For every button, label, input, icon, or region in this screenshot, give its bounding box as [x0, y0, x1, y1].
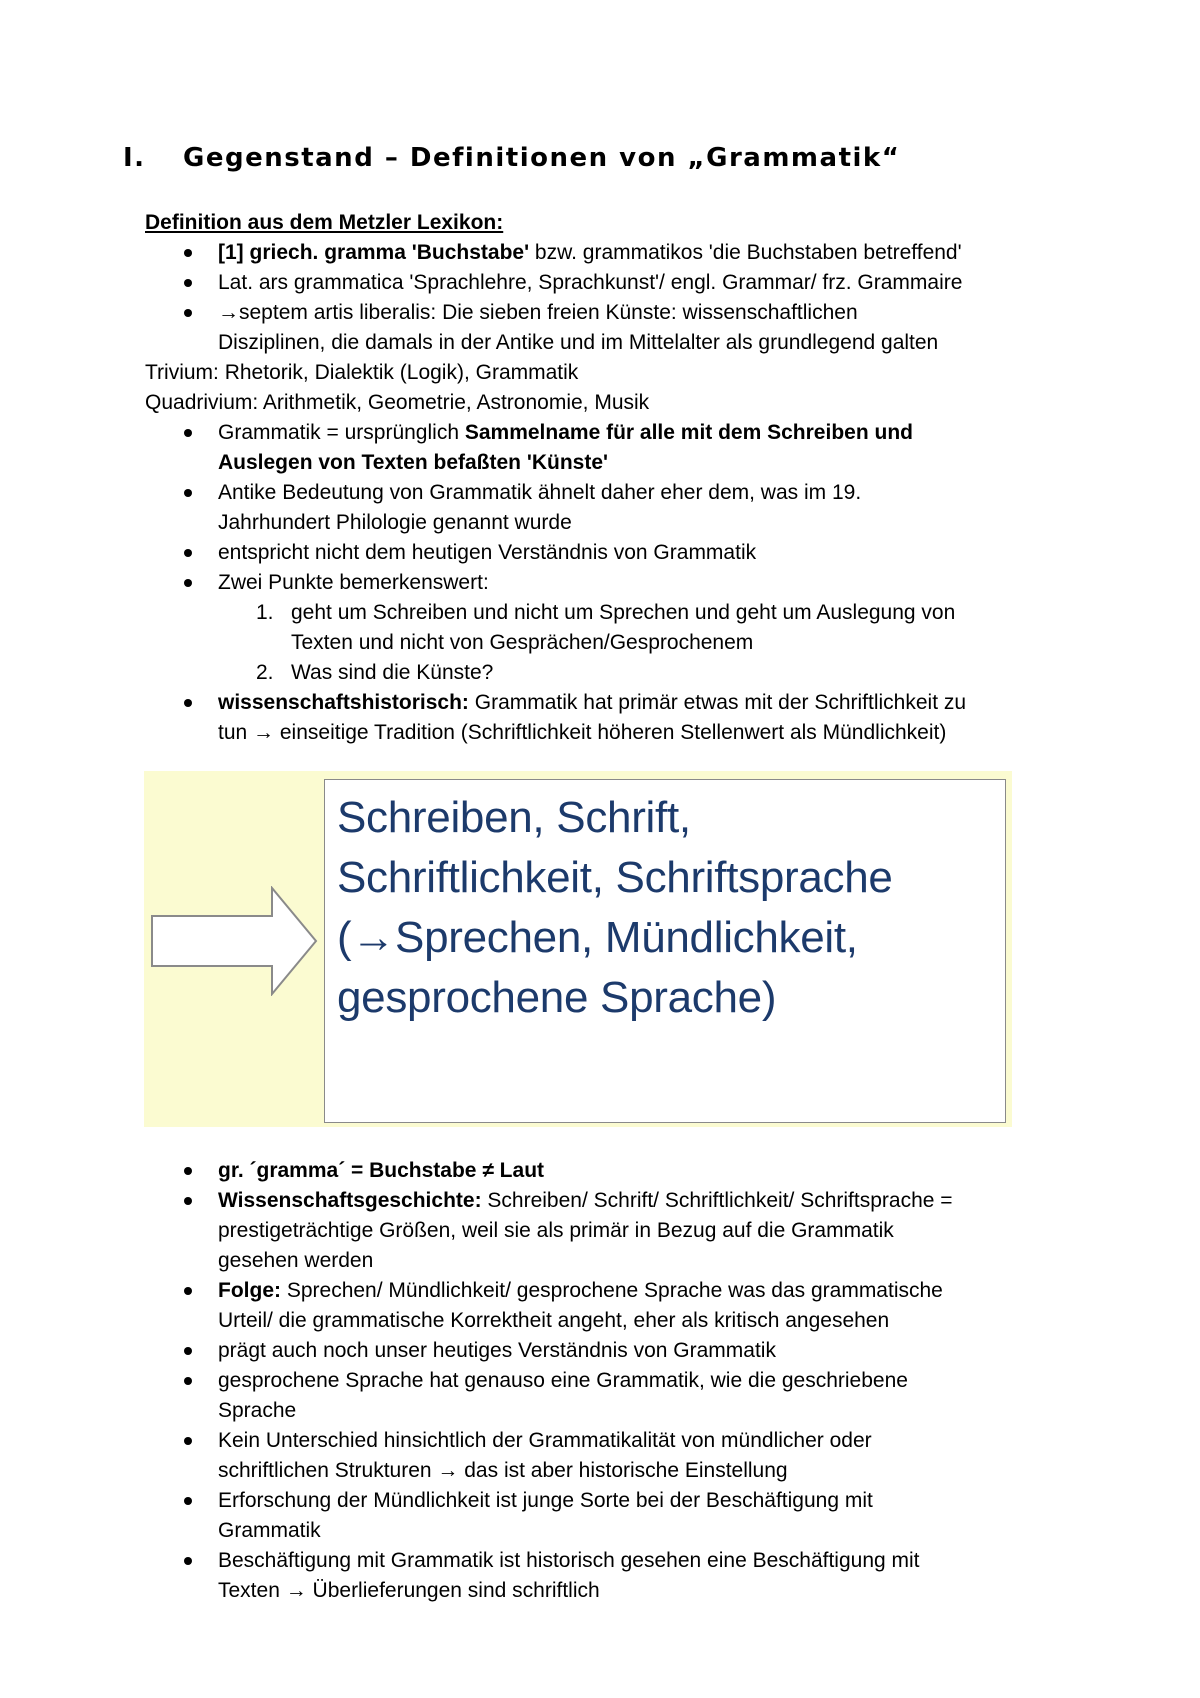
- trivium-line: Trivium: Rhetorik, Dialektik (Logik), Grammatik: [145, 361, 579, 384]
- list-item: [145, 238, 1045, 268]
- list-item: entspricht nicht dem heutigen Verständnis von Grammatik: [145, 538, 1045, 568]
- definition-section: [145, 208, 1045, 748]
- list-item: [145, 1276, 1045, 1336]
- consequences-section: [145, 1156, 1045, 1606]
- list-item: [145, 298, 1045, 358]
- bold-text: [1] griech. gramma 'Buchstabe': [218, 241, 530, 264]
- numbered-list: [218, 598, 1045, 688]
- list-item: [145, 478, 1045, 538]
- item-line: prestigeträchtige Größen, weil sie als primär in Bezug auf die Grammatik: [218, 1219, 894, 1242]
- item-line: Jahrhundert Philologie genannt wurde: [218, 511, 572, 534]
- consequences-list: [145, 1156, 1045, 1606]
- item-line: Erforschung der Mündlichkeit ist junge Sorte bei der Beschäftigung mit: [218, 1489, 873, 1512]
- item-text: Schreiben/ Schrift/ Schriftlichkeit/ Schriftsprache =: [481, 1189, 953, 1212]
- quadrivium-line: Quadrivium: Arithmetik, Geometrie, Astronomie, Musik: [145, 391, 650, 414]
- item-text: Zwei Punkte bemerkenswert:: [218, 571, 489, 594]
- item-line: Sprache: [218, 1399, 297, 1422]
- item-line: Grammatik: [218, 1519, 321, 1542]
- item-line: gesprochene Sprache hat genauso eine Grammatik, wie die geschriebene: [218, 1369, 908, 1392]
- bold-text: Auslegen von Texten befaßten 'Künste': [218, 451, 608, 474]
- heading-number: I.: [123, 143, 146, 173]
- item-line: →septem artis liberalis: Die sieben freien Künste: wissenschaftlichen: [218, 301, 858, 324]
- item-line: Texten → Überlieferungen sind schriftlich: [218, 1579, 600, 1602]
- item-line: gesehen werden: [218, 1249, 374, 1272]
- item-text: Sprechen/ Mündlichkeit/ gesprochene Sprache was das grammatische: [281, 1279, 943, 1302]
- item-text: Grammatik hat primär etwas mit der Schriftlichkeit zu: [468, 691, 967, 714]
- item-line: Antike Bedeutung von Grammatik ähnelt daher eher dem, was im 19.: [218, 481, 862, 504]
- grammar-list: [145, 418, 1045, 748]
- slide-figure: [144, 771, 1012, 1127]
- item-line: tun → einseitige Tradition (Schriftlichkeit höheren Stellenwert als Mündlichkeit): [218, 721, 947, 744]
- list-item: [145, 1366, 1045, 1426]
- right-arrow-icon: [150, 886, 320, 996]
- numbered-item: [218, 598, 1045, 658]
- list-item: [145, 1546, 1045, 1606]
- bold-text: Folge:: [218, 1279, 281, 1302]
- list-item: [145, 1156, 1045, 1186]
- list-item: Lat. ars grammatica 'Sprachlehre, Sprachkunst'/ engl. Grammar/ frz. Grammaire: [145, 268, 1045, 298]
- slide-line: Schriftlichkeit, Schriftsprache: [337, 853, 893, 902]
- item-line: Urteil/ die grammatische Korrektheit angeht, eher als kritisch angesehen: [218, 1309, 890, 1332]
- bold-text: Wissenschaftsgeschichte:: [218, 1189, 482, 1212]
- bold-text: gr. ´gramma´ = Buchstabe ≠ Laut: [218, 1159, 545, 1182]
- list-item: [145, 1186, 1045, 1276]
- item-line: schriftlichen Strukturen → das ist aber historische Einstellung: [218, 1459, 788, 1482]
- list-item: [145, 1426, 1045, 1486]
- item-line: geht um Schreiben und nicht um Sprechen und geht um Auslegung von: [291, 601, 956, 624]
- list-item: [145, 688, 1045, 748]
- item-line: Texten und nicht von Gesprächen/Gesprochenem: [291, 631, 754, 654]
- item-text: bzw. grammatikos 'die Buchstaben betreffend': [529, 241, 962, 264]
- bold-text: wissenschaftshistorisch:: [218, 691, 469, 714]
- definition-list: [145, 238, 1045, 358]
- section-heading: [123, 143, 900, 173]
- item-line: Was sind die Künste?: [291, 661, 494, 684]
- item-text: Grammatik = ursprünglich: [218, 421, 465, 444]
- definition-subtitle: Definition aus dem Metzler Lexikon:: [145, 211, 504, 234]
- list-item: [145, 418, 1045, 478]
- item-number: 2.: [256, 661, 274, 684]
- bold-text: Sammelname für alle mit dem Schreiben und: [464, 421, 913, 444]
- slide-line: Schreiben, Schrift,: [337, 793, 691, 842]
- heading-title: Gegenstand – Definitionen von „Grammatik“: [183, 143, 901, 173]
- list-item: prägt auch noch unser heutiges Verständnis von Grammatik: [145, 1336, 1045, 1366]
- list-item: [145, 1486, 1045, 1546]
- item-number: 1.: [256, 601, 274, 624]
- item-line: Beschäftigung mit Grammatik ist historisch gesehen eine Beschäftigung mit: [218, 1549, 920, 1572]
- slide-text-box: [324, 779, 1006, 1123]
- slide-line: gesprochene Sprache): [337, 973, 777, 1022]
- slide-line: (→Sprechen, Mündlichkeit,: [337, 913, 858, 962]
- numbered-item: [218, 658, 1045, 688]
- list-item: [145, 568, 1045, 688]
- item-line: Disziplinen, die damals in der Antike und im Mittelalter als grundlegend galten: [218, 331, 939, 354]
- item-line: Kein Unterschied hinsichtlich der Grammatikalität von mündlicher oder: [218, 1429, 872, 1452]
